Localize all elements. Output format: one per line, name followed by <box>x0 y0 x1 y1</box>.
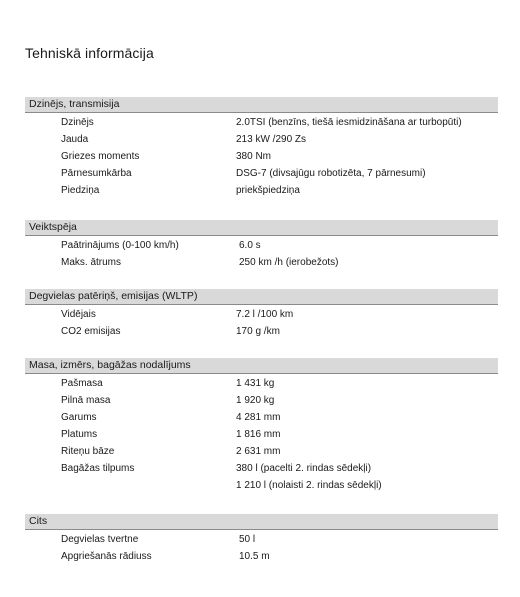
section-performance <box>25 220 498 271</box>
row-label: Garums <box>61 412 97 423</box>
row-value: 1 920 kg <box>236 395 275 406</box>
table-row <box>25 443 498 460</box>
row-value: 1 431 kg <box>236 378 275 389</box>
row-label: Riteņu bāze <box>61 446 115 457</box>
table-row <box>25 548 498 565</box>
row-label: Pārnesumkārba <box>61 168 132 179</box>
table-row <box>25 165 498 182</box>
table-row <box>25 323 498 340</box>
row-label: Apgriešanās rādiuss <box>61 551 152 562</box>
row-value: 2 631 mm <box>236 446 281 457</box>
row-value: DSG-7 (divsajūgu robotizēta, 7 pārnesumi) <box>236 168 426 179</box>
table-row <box>25 237 498 254</box>
section-other <box>25 514 498 565</box>
table-row <box>25 254 498 271</box>
page-title: Tehniskā informācija <box>25 45 154 61</box>
table-row <box>25 131 498 148</box>
row-label: Degvielas tvertne <box>61 534 139 545</box>
row-label: Maks. ātrums <box>61 257 122 268</box>
row-value: 380 l (pacelti 2. rindas sēdekļi) <box>236 463 372 474</box>
row-value: priekšpiedziņa <box>236 185 300 196</box>
row-value: 250 km /h (ierobežots) <box>239 257 339 268</box>
section-header: Cits <box>25 514 498 530</box>
table-row <box>25 148 498 165</box>
table-row <box>25 426 498 443</box>
row-value: 213 kW /290 Zs <box>236 134 307 145</box>
section-mass-dimensions <box>25 358 498 494</box>
row-label: Bagāžas tilpums <box>61 463 135 474</box>
table-row <box>25 477 498 494</box>
row-label: Griezes moments <box>61 151 140 162</box>
row-value: 7.2 l /100 km <box>236 309 294 320</box>
row-label: Jauda <box>61 134 89 145</box>
row-value: 10.5 m <box>239 551 270 562</box>
section-header: Degvielas patēriņš, emisijas (WLTP) <box>25 289 498 305</box>
row-value: 50 l <box>239 534 256 545</box>
table-row <box>25 182 498 199</box>
section-fuel-emissions <box>25 289 498 340</box>
row-value: 380 Nm <box>236 151 272 162</box>
table-row <box>25 460 498 477</box>
table-row <box>25 531 498 548</box>
row-label: Vidējais <box>61 309 96 320</box>
table-row <box>25 306 498 323</box>
row-value: 1 210 l (nolaisti 2. rindas sēdekļi) <box>236 480 382 491</box>
row-label: Platums <box>61 429 98 440</box>
table-row <box>25 409 498 426</box>
row-value: 1 816 mm <box>236 429 281 440</box>
section-header: Masa, izmērs, bagāžas nodalījums <box>25 358 498 374</box>
row-label: Pilnā masa <box>61 395 111 406</box>
table-row <box>25 375 498 392</box>
row-value: 6.0 s <box>239 240 261 251</box>
row-label: CO2 emisijas <box>61 326 121 337</box>
section-header: Dzinējs, transmisija <box>25 97 498 113</box>
row-label: Dzinējs <box>61 117 94 128</box>
row-value: 4 281 mm <box>236 412 281 423</box>
row-value: 170 g /km <box>236 326 280 337</box>
section-engine-transmission <box>25 97 498 199</box>
row-label: Piedziņa <box>61 185 100 196</box>
table-row <box>25 392 498 409</box>
section-header: Veiktspēja <box>25 220 498 236</box>
row-label: Pašmasa <box>61 378 103 389</box>
row-value: 2.0TSI (benzīns, tiešā iesmidzināšana ar turbopūti) <box>236 117 462 128</box>
table-row <box>25 114 498 131</box>
row-label: Paātrinājums (0-100 km/h) <box>61 240 179 251</box>
